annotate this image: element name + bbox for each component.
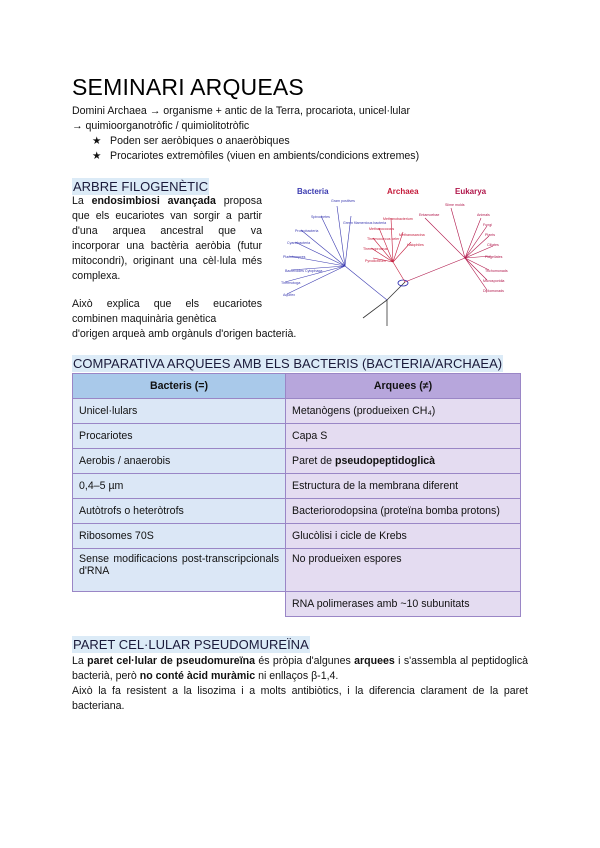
paret-heading: PARET CEL·LULAR PSEUDOMUREÏNA xyxy=(73,637,309,652)
intro-bullet-list xyxy=(72,134,532,164)
svg-text:Proteobacteria: Proteobacteria xyxy=(295,229,319,233)
tree-eukarya-taxa xyxy=(419,203,508,293)
column-header-arquees: Arquees (≠) xyxy=(286,374,521,399)
table-cell-bacteris: 0,4–5 µm xyxy=(73,474,286,499)
arbre-heading: ARBRE FILOGENÈTIC xyxy=(73,179,209,194)
svg-text:Methanobacterium: Methanobacterium xyxy=(383,217,413,221)
svg-text:Thermococcus celer: Thermococcus celer xyxy=(367,237,400,241)
table-row xyxy=(73,424,521,449)
page-title: SEMINARI ARQUEAS xyxy=(72,74,304,100)
table-cell-arquees: RNA polimerases amb ~10 subunitats xyxy=(286,592,521,617)
table-cell-arquees: Paret de pseudopeptidoglicà xyxy=(286,449,521,474)
svg-text:Entamoebae: Entamoebae xyxy=(419,213,440,217)
table-cell-bacteris-empty xyxy=(73,592,286,617)
arbre-paragraph-1: La endosimbiosi avançada proposa que els eucariotes van sorgir a partir d'una arquea ancestral que va incorporar una bactèria aeròbia (futur mitocondri), originant una cèl·lula més complexa. xyxy=(72,195,262,282)
svg-text:Gram positives: Gram positives xyxy=(331,199,355,203)
svg-text:Animals: Animals xyxy=(477,213,490,217)
table-cell-bacteris: Sense modificacions post-transcripcionals d'RNA xyxy=(73,549,286,592)
svg-text:Aquifex: Aquifex xyxy=(283,293,295,297)
star-bullet-icon: ★ xyxy=(92,150,102,162)
svg-text:Thermoproteus: Thermoproteus xyxy=(363,247,388,251)
table-row xyxy=(73,549,521,592)
arbre-paragraph-2b: d'origen arqueà amb orgànuls d'origen bacterià. xyxy=(72,328,297,340)
tree-bacteria-label: Bacteria xyxy=(297,187,329,196)
column-header-bacteris: Bacteris (=) xyxy=(73,374,286,399)
arbre-paragraph-2a: Això explica que els eucariotes combinen maquinària genètica xyxy=(72,298,262,325)
svg-text:Methanosarcina: Methanosarcina xyxy=(399,233,425,237)
comparison-table xyxy=(72,373,521,617)
table-cell-arquees: Estructura de la membrana diferent xyxy=(286,474,521,499)
tree-archaea-label: Archaea xyxy=(387,187,419,196)
svg-text:Green filamentous bacteria: Green filamentous bacteria xyxy=(343,221,387,225)
tree-eukarya-label: Eukarya xyxy=(455,187,487,196)
phylogenetic-tree-figure xyxy=(275,178,525,326)
table-cell-arquees: No produeixen espores xyxy=(286,549,521,592)
svg-text:Trichomonads: Trichomonads xyxy=(485,269,508,273)
table-cell-bacteris: Autòtrofs o heteròtrofs xyxy=(73,499,286,524)
tree-trunk xyxy=(363,280,408,326)
table-row xyxy=(73,449,521,474)
intro-section xyxy=(72,104,532,164)
table-row xyxy=(73,592,521,617)
svg-text:Cyanobacteria: Cyanobacteria xyxy=(287,241,311,245)
tree-eukarya-branches xyxy=(405,208,493,290)
svg-text:Microsporidia: Microsporidia xyxy=(483,279,505,283)
svg-text:Planctomyces: Planctomyces xyxy=(283,255,306,259)
svg-text:Ciliates: Ciliates xyxy=(487,243,499,247)
svg-text:Methanococcus: Methanococcus xyxy=(369,227,395,231)
paret-paragraph-2: Això la fa resistent a la lisozima i a molts antibiòtics, i la diferencia clarament de la paret bacteriana. xyxy=(72,685,528,712)
table-row xyxy=(73,524,521,549)
intro-bullet: ★ Procariotes extremòfiles (viuen en ambients/condicions extremes) xyxy=(92,150,420,162)
table-cell-arquees: Bacteriorodopsina (proteïna bomba protons) xyxy=(286,499,521,524)
table-header-row xyxy=(73,374,521,399)
svg-text:Slime molds: Slime molds xyxy=(445,203,465,207)
table-cell-arquees: Glucòlisi i cicle de Krebs xyxy=(286,524,521,549)
comparativa-heading: COMPARATIVA ARQUEES AMB ELS BACTERIS (BACTERIA/ARCHAEA) xyxy=(73,356,503,371)
svg-text:Plants: Plants xyxy=(485,233,495,237)
svg-text:Pyrodicticum: Pyrodicticum xyxy=(365,259,386,263)
table-cell-arquees: Metanògens (produeixen CH₄) xyxy=(286,399,521,424)
svg-text:Spirochetes: Spirochetes xyxy=(311,215,330,219)
table-cell-bacteris: Unicel·lulars xyxy=(73,399,286,424)
star-bullet-icon: ★ xyxy=(92,135,102,147)
table-row xyxy=(73,399,521,424)
intro-line-2: → quimioorganotròfic / quimiolitotròfic xyxy=(72,120,250,132)
svg-text:Flagellates: Flagellates xyxy=(485,255,503,259)
table-row xyxy=(73,474,521,499)
svg-text:Thermotoga: Thermotoga xyxy=(281,281,301,285)
svg-text:Bacteroides Cytophaga: Bacteroides Cytophaga xyxy=(285,269,323,273)
intro-line-1: Domini Archaea → organisme + antic de la Terra, procariota, unicel·lular xyxy=(72,105,411,117)
table-row xyxy=(73,499,521,524)
svg-text:Diplomonads: Diplomonads xyxy=(483,289,504,293)
svg-text:Fungi: Fungi xyxy=(483,223,492,227)
table-cell-arquees: Capa S xyxy=(286,424,521,449)
svg-text:Halophiles: Halophiles xyxy=(407,243,424,247)
table-cell-bacteris: Aerobis / anaerobis xyxy=(73,449,286,474)
table-cell-bacteris: Ribosomes 70S xyxy=(73,524,286,549)
intro-bullet: ★ Poden ser aeròbiques o anaeròbiques xyxy=(92,135,290,147)
table-cell-bacteris: Procariotes xyxy=(73,424,286,449)
paret-paragraph-1: La paret cel·lular de pseudomureïna és pròpia d'algunes arquees i s'assembla al peptidoglicà bacterià, però no conté àcid muràmic ni enllaços β-1,4. xyxy=(72,655,529,682)
